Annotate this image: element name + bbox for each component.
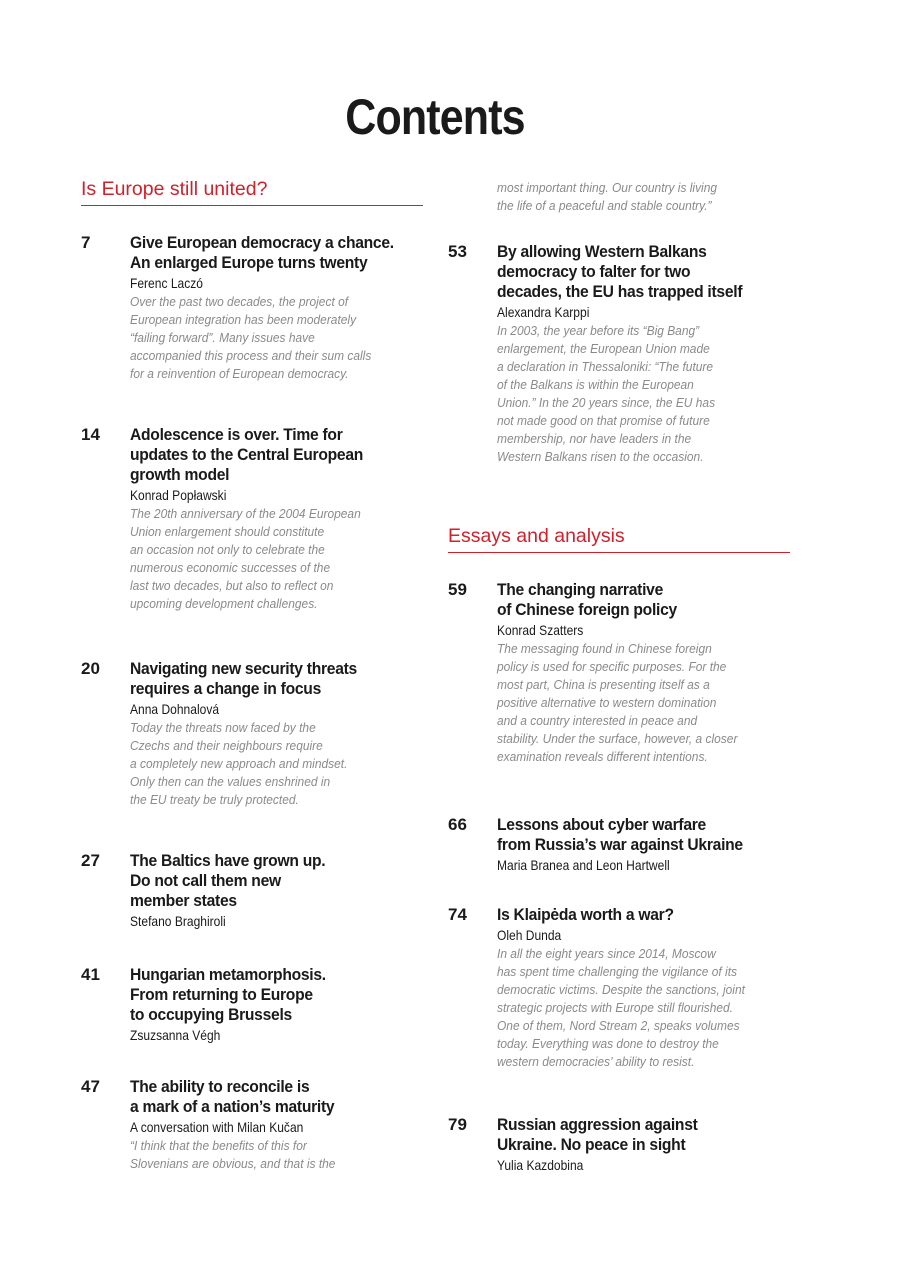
entry-author: A conversation with Milan Kučan <box>130 1119 304 1135</box>
entry-title: Navigating new security threats requires a change in focus <box>130 659 357 698</box>
page-number: 66 <box>448 815 467 834</box>
section-heading-europe: Is Europe still united? <box>81 177 423 206</box>
page-number: 7 <box>81 233 91 252</box>
entry-title: Adolescence is over. Time for updates to the Central European growth model <box>130 425 364 484</box>
page-number: 79 <box>448 1115 467 1134</box>
page-number: 27 <box>81 851 100 870</box>
entry-author: Maria Branea and Leon Hartwell <box>497 857 670 873</box>
entry-title: Lessons about cyber warfare from Russia’s war against Ukraine <box>497 815 743 854</box>
entry-description: “I think that the benefits of this for Slovenians are obvious, and that is the <box>130 1138 336 1171</box>
entry-author: Zsuzsanna Végh <box>130 1027 221 1043</box>
entry-title: The changing narrative of Chinese foreign policy <box>497 580 677 619</box>
entry-description: In 2003, the year before its “Big Bang” enlargement, the European Union made a declaration in Thessaloniki: “The future of the Balkans is within the European Union.” In the 20 years since, the EU has not made good on that promise of future membership, nor have leaders in the Western Balkans risen to the occasion. <box>497 323 716 464</box>
page-title: Contents <box>345 89 525 145</box>
entry-description-continued: most important thing. Our country is living the life of a peaceful and stable country.” <box>497 180 718 213</box>
entry-author: Konrad Szatters <box>497 622 584 638</box>
entry-author: Anna Dohnalová <box>130 701 220 717</box>
entry-description: The messaging found in Chinese foreign policy is used for specific purposes. For the most part, China is presenting itself as a positive alternative to western domination and a country interested in peace and stability. Under the surface, however, a closer examination reveals different intentions. <box>497 641 738 764</box>
entry-author: Konrad Popławski <box>130 487 227 503</box>
entry-author: Alexandra Karppi <box>497 304 590 320</box>
page-number: 53 <box>448 242 467 261</box>
entry-description: Today the threats now faced by the Czechs and their neighbours require a completely new approach and mindset. Only then can the values enshrined in the EU treaty be truly protected. <box>130 720 348 807</box>
entry-description: In all the eight years since 2014, Moscow has spent time challenging the vigilance of its democratic victims. Despite the sanctions, joint strategic projects with Europe still flourished. One of them, Nord Stream 2, speaks volumes today. Everything was done to destroy the western democracies’ ability to resist. <box>497 946 745 1069</box>
entry-title: Hungarian metamorphosis. From returning to Europe to occupying Brussels <box>130 965 326 1024</box>
entry-title: Give European democracy a chance. An enlarged Europe turns twenty <box>130 233 394 272</box>
entry-description: Over the past two decades, the project of European integration has been moderately “failing forward”. Many issues have accompanied this process and their sum calls for a reinvention of European democracy. <box>130 294 372 381</box>
entry-title: Russian aggression against Ukraine. No peace in sight <box>497 1115 698 1154</box>
entry-title: Is Klaipėda worth a war? <box>497 905 674 924</box>
entry-author: Yulia Kazdobina <box>497 1157 584 1173</box>
page-number: 74 <box>448 905 467 924</box>
page-number: 59 <box>448 580 467 599</box>
section-heading-essays: Essays and analysis <box>448 524 790 553</box>
page-number: 20 <box>81 659 100 678</box>
page-number: 14 <box>81 425 100 444</box>
entry-title: The Baltics have grown up. Do not call them new member states <box>130 851 326 910</box>
entry-description: The 20th anniversary of the 2004 European Union enlargement should constitute an occasion not only to celebrate the numerous economic successes of the last two decades, but also to reflect on upcoming development challenges. <box>130 506 361 611</box>
entry-title: The ability to reconcile is a mark of a nation’s maturity <box>130 1077 335 1116</box>
entry-author: Oleh Dunda <box>497 927 562 943</box>
page-number: 47 <box>81 1077 100 1096</box>
entry-author: Stefano Braghiroli <box>130 913 226 929</box>
entry-author: Ferenc Laczó <box>130 275 203 291</box>
entry-title: By allowing Western Balkans democracy to falter for two decades, the EU has trapped itself <box>497 242 743 301</box>
page-number: 41 <box>81 965 100 984</box>
